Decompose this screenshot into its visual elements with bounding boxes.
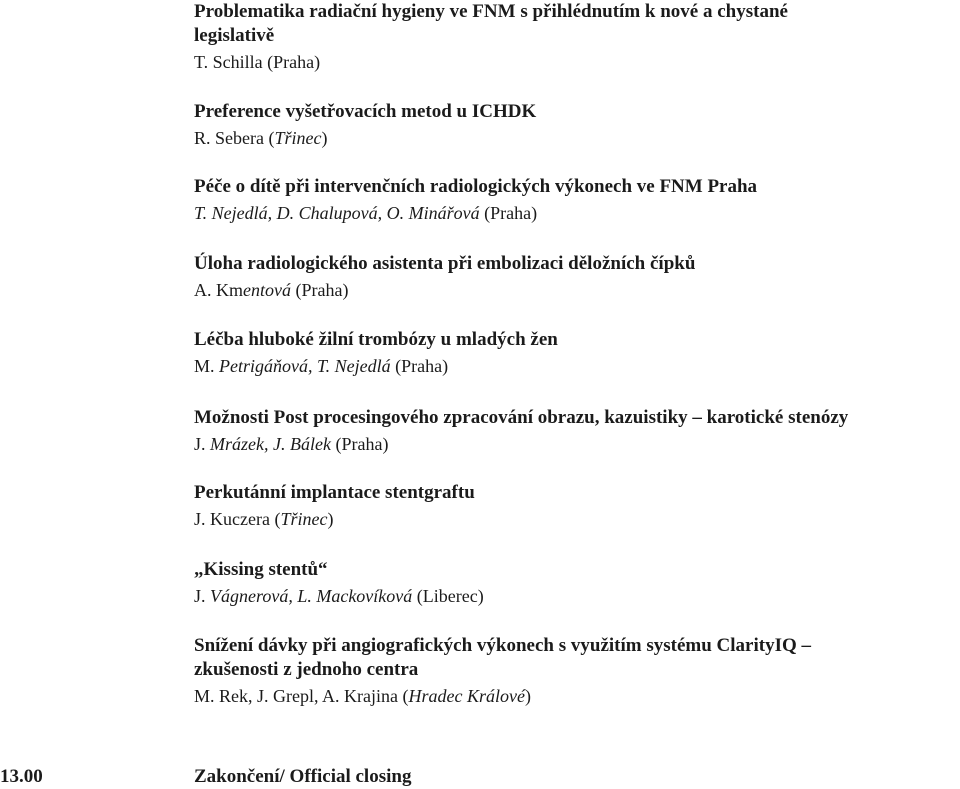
talk-authors [194,684,954,708]
author-segment: Petrigáňová, T. Nejedlá [219,356,391,376]
author-segment: J. Kuczera ( [194,509,281,529]
talk-authors [194,507,954,531]
author-segment: M. [194,356,220,376]
talk-title: Úloha radiologického asistenta při embolizaci děložních čípků [194,253,696,274]
author-segment: J. [194,434,211,454]
author-segment: ) [327,509,334,529]
talk-title: Léčba hluboké žilní trombózy u mladých žen [194,329,558,350]
author-segment: ) [524,686,531,706]
talk-title: Možnosti Post procesingového zpracování obrazu, kazuistiky – karotické stenózy [194,407,849,428]
closing-time: 13.00 [0,766,43,787]
program-entry [194,406,954,456]
author-segment: (Praha) [330,434,389,454]
talk-title: Péče o dítě při intervenčních radiologických výkonech ve FNM Praha [194,176,758,197]
author-segment: T. Schilla (Praha) [194,52,321,72]
talk-title: Problematika radiační hygieny ve FNM s přihlédnutím k nové a chystané [194,1,788,22]
talk-authors [194,354,954,378]
program-entry [194,328,954,378]
author-segment: (Praha) [390,356,449,376]
program-entry [194,175,954,225]
author-segment: Mrázek, J. Bálek [210,434,331,454]
program-entry [194,558,954,608]
talk-title: legislativě [194,25,275,46]
talk-title: Perkutánní implantace stentgraftu [194,482,475,503]
talk-title: Snížení dávky při angiografických výkonech s využitím systému ClarityIQ – [194,635,811,656]
talk-authors [194,50,954,74]
closing-label: Zakončení/ Official closing [194,766,412,787]
author-segment: (Praha) [479,203,538,223]
talk-title: „Kissing stentů“ [194,559,328,580]
talk-title: Preference vyšetřovacích metod u ICHDK [194,101,537,122]
author-segment: R. Sebera ( [194,128,275,148]
author-segment: J. [194,586,211,606]
talk-authors [194,584,954,608]
program-entry [194,0,954,74]
author-segment: A. Km [194,280,243,300]
author-segment: Hradec Králové [408,686,525,706]
talk-authors [194,126,954,150]
program-entry [194,252,954,302]
talk-title: zkušenosti z jednoho centra [194,659,419,680]
program-entry [194,634,954,708]
author-segment: ) [321,128,328,148]
author-segment: entová [243,280,291,300]
author-segment: Třinec [280,509,328,529]
author-segment: Vágnerová, L. Mackovíková [210,586,413,606]
program-entry [194,100,954,150]
author-segment: (Liberec) [412,586,484,606]
author-segment: T. Nejedlá, D. Chalupová, O. Minářová [194,203,480,223]
talk-authors [194,278,954,302]
author-segment: Třinec [274,128,322,148]
program-entry [194,481,954,531]
talk-authors [194,201,954,225]
author-segment: M. Rek, J. Grepl, A. Krajina ( [194,686,409,706]
author-segment: (Praha) [290,280,349,300]
talk-authors [194,432,954,456]
